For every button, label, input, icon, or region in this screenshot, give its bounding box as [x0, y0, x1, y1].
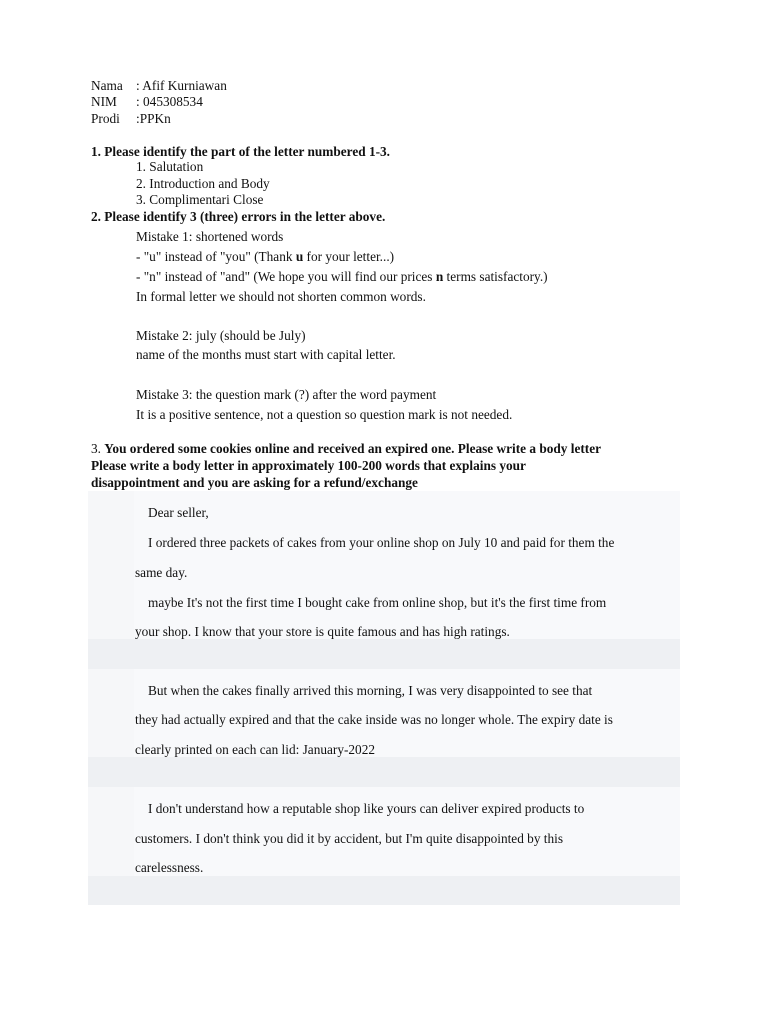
letter-paragraph-3-line-1: But when the cakes finally arrived this morning, I was very disappointed to see that: [148, 683, 593, 698]
letter-paragraph-3-line-2: they had actually expired and that the cake inside was no longer whole. The expiry date is: [135, 712, 613, 727]
q1-answer-3: 3. Complimentari Close: [136, 192, 264, 207]
letter-paragraph-4-line-3: carelessness.: [135, 860, 204, 875]
letter-paragraph-2-line-1: maybe It's not the first time I bought cake from online shop, but it's the first time from: [148, 595, 607, 610]
letter-text-area: [134, 491, 680, 639]
paragraph-gap: [88, 757, 680, 787]
example-a-bold: u: [295, 249, 304, 264]
q1-answer-2: 2. Introduction and Body: [136, 176, 270, 191]
nim-label: NIM: [91, 94, 117, 109]
prodi-row: [91, 111, 171, 127]
letter-paragraph-3-line-3: clearly printed on each can lid: January-2022: [135, 742, 375, 757]
letter-paragraph-2-line-2: your shop. I know that your store is quite famous and has high ratings.: [135, 624, 510, 639]
example-b-bold: n: [435, 269, 444, 284]
paragraph-gap: [88, 639, 680, 669]
mistake-1-example-a: [136, 249, 394, 265]
nim-row: [91, 94, 203, 110]
letter-body-box: [88, 491, 680, 905]
paragraph-gap: [88, 876, 680, 905]
q3-number: 3.: [91, 441, 105, 456]
q1-heading: 1. Please identify the part of the letter numbered 1-3.: [91, 144, 391, 159]
q3-heading-line-1: [91, 441, 601, 457]
q2-heading: 2. Please identify 3 (three) errors in the letter above.: [91, 209, 386, 224]
q1-answer-1: 1. Salutation: [136, 159, 204, 174]
example-a-text-post: for your letter...): [303, 249, 395, 264]
letter-greeting: Dear seller,: [148, 505, 209, 520]
mistake-2-title: Mistake 2: july (should be July): [136, 328, 306, 343]
letter-paragraph-1-line-1: I ordered three packets of cakes from your online shop on July 10 and paid for them the: [148, 535, 615, 550]
example-a-text-pre: - "u" instead of "you" (Thank: [136, 249, 296, 264]
name-value: : Afif Kurniawan: [136, 78, 227, 93]
letter-paragraph-4-line-2: customers. I don't think you did it by accident, but I'm quite disappointed by this: [135, 831, 564, 846]
q3-heading-line-3: disappointment and you are asking for a refund/exchange: [91, 475, 418, 490]
name-row: [91, 78, 227, 94]
example-b-text-pre: - "n" instead of "and" (We hope you will find our prices: [136, 269, 436, 284]
mistake-1-example-b: [136, 269, 548, 285]
mistake-3-note: It is a positive sentence, not a question so question mark is not needed.: [136, 407, 513, 422]
nim-value: : 045308534: [136, 94, 203, 109]
prodi-value: :PPKn: [136, 111, 171, 126]
mistake-3-title: Mistake 3: the question mark (?) after the word payment: [136, 387, 437, 402]
q3-heading-line-2: Please write a body letter in approximately 100-200 words that explains your: [91, 458, 526, 473]
q3-prompt-1: You ordered some cookies online and received an expired one. Please write a body letter: [104, 441, 602, 456]
mistake-2-note: name of the months must start with capital letter.: [136, 347, 396, 362]
letter-paragraph-1-line-2: same day.: [135, 565, 188, 580]
mistake-1-note: In formal letter we should not shorten common words.: [136, 289, 426, 304]
name-label: Nama: [91, 78, 123, 93]
prodi-label: Prodi: [91, 111, 120, 126]
example-b-text-post: terms satisfactory.): [443, 269, 548, 284]
letter-paragraph-4-line-1: I don't understand how a reputable shop like yours can deliver expired products to: [148, 801, 585, 816]
mistake-1-title: Mistake 1: shortened words: [136, 229, 284, 244]
